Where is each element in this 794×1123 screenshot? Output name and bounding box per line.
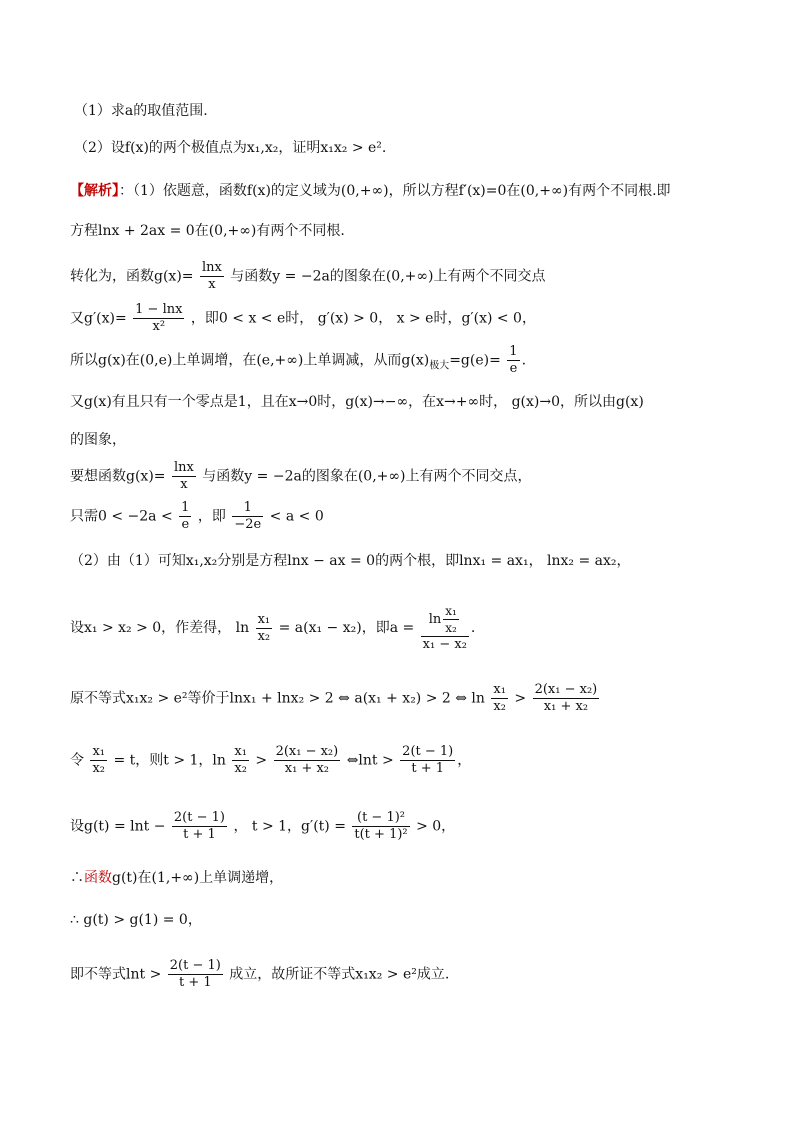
denominator: t + 1 [178,975,212,990]
fraction [232,500,263,533]
text: . [470,620,476,636]
denominator: x [180,477,188,492]
numerator: 2(t − 1) [402,744,454,759]
question-1: （1）求a的取值范围. [74,103,208,119]
fraction [491,682,508,715]
text: 原不等式x₁x₂ > e²等价于lnx₁ + lnx₂ > 2 ⇔ a(x₁ + x₂) > 2 ⇔ ln [70,690,485,707]
text: 与函数y = −2a的图象在(0,+∞)上有两个不同交点， [202,468,532,485]
denominator: t + 1 [411,761,445,776]
text: 令 [70,752,84,769]
denominator: x₂ [257,628,271,644]
text: 要想函数g(x)= [70,468,166,485]
text: =g(e)= [449,352,501,369]
denominator: e [181,517,190,532]
fraction [133,302,184,335]
numerator: x₁ [257,611,271,627]
denominator: e [509,361,518,376]
text: > [514,690,527,707]
numerator: x₁ [234,744,247,759]
highlight-text: 函数 [84,870,112,886]
denominator: x₂ [493,699,506,714]
solution-line-2: 方程lnx + 2ax = 0在(0,+∞)有两个不同根. [70,223,345,239]
denominator: x² [152,319,166,334]
denominator: x₂ [234,761,247,776]
text: ，即 [197,508,226,525]
fraction [400,744,455,777]
denominator: t(t + 1)² [354,827,408,842]
numerator: (t − 1)² [352,810,409,827]
solution-line-14 [70,810,455,843]
text: ∴ [70,870,84,886]
fraction [200,260,224,293]
fraction [507,344,519,377]
text: g(t)在(1,+∞)上单调递增， [112,870,284,886]
numerator: lnx [173,460,194,475]
text: ：（1）依题意，函数f(x)的定义域为(0,+∞)，所以方程f′(x)=0在(0,+∞)有两个不同根.即 [119,183,671,199]
subscript: 极大 [429,360,450,372]
denominator: t + 1 [183,827,216,842]
denominator: x₁ + x₂ [284,761,330,776]
fraction [172,460,196,493]
solution-line-13 [70,744,471,777]
fraction [443,603,459,636]
fraction [232,744,249,777]
text: 只需0 < −2a < [70,508,173,525]
fraction [168,958,223,991]
denominator: x [208,277,216,292]
numerator: 2(t − 1) [169,958,221,973]
text: ，即0 < x < e时， g′(x) > 0， x > e时，g′(x) < 0， [190,310,536,327]
numerator: 1 [509,344,518,359]
text: ⇔lnt > [346,752,394,769]
numerator: 2(x₁ − x₂) [534,682,598,697]
numerator: 2(t − 1) [173,810,225,825]
fraction [421,603,469,653]
numerator: x₁ [92,744,105,759]
solution-line-15 [70,869,283,887]
text: > [255,752,268,769]
text: 转化为，函数g(x)= [70,268,194,285]
solution-line-5 [70,344,526,377]
numerator: x₁ [493,682,506,697]
denominator: −2e [234,517,262,532]
denominator: x₂ [445,621,457,635]
solution-line-12 [70,682,601,715]
denominator: x₁ − x₂ [422,637,467,652]
numerator: x₁ [445,604,457,618]
denominator: x₂ [92,761,105,776]
text: 成立，故所证不等式x₁x₂ > e²成立. [229,966,450,983]
numerator: 1 − lnx [135,302,183,317]
fraction [274,744,341,777]
solution-line-7: 的图象， [70,432,126,448]
fraction [352,810,409,843]
numerator: 1 [181,500,190,515]
numerator [421,603,469,637]
text: < a < 0 [269,508,324,525]
fraction [256,612,273,645]
text: 与函数y = −2a的图象在(0,+∞)上有两个不同交点 [230,268,546,285]
fraction [179,500,191,533]
solution-line-1 [70,182,671,200]
numerator: lnx [201,260,222,275]
fraction [533,682,600,715]
text: = t，则t > 1，ln [113,752,226,769]
question-2: （2）设f(x)的两个极值点为x₁,x₂，证明x₁x₂ > e². [74,140,387,156]
solution-line-8 [70,460,532,493]
numerator: 1 [232,500,263,517]
analysis-label: 【解析】 [70,183,119,199]
fraction [90,744,107,777]
text: ln [428,612,442,627]
text: 所以g(x)在(0,e)上单调增，在(e,+∞)上单调减，从而g(x) [70,352,430,369]
text: ， [457,752,472,769]
solution-line-6: 又g(x)有且只有一个零点是1，且在x→0时，g(x)→−∞，在x→+∞时， g(x)→0，所以由g(x) [70,394,644,410]
text: = a(x₁ − x₂)，即a = [278,620,415,636]
text: 设g(t) = lnt − [70,818,166,835]
denominator: x₁ + x₂ [543,699,589,714]
text: 又g′(x)= [70,310,127,327]
text: . [521,352,527,369]
solution-line-11 [70,603,475,653]
text: > 0， [416,818,456,835]
solution-line-16: ∴ g(t) > g(1) = 0， [70,912,202,928]
text: 即不等式lnt > [70,966,162,983]
solution-line-10: （2）由（1）可知x₁,x₂分别是方程lnx − ax = 0的两个根，即lnx₁ = ax₁， lnx₂ = ax₂， [70,553,631,569]
text: ， t > 1，g′(t) = [233,818,346,835]
solution-line-9 [70,500,324,533]
solution-line-4 [70,302,536,335]
numerator: 2(x₁ − x₂) [275,744,339,759]
solution-line-3 [70,260,546,293]
fraction [172,810,227,843]
solution-line-17 [70,958,449,991]
text: 设x₁ > x₂ > 0，作差得， ln [70,620,250,636]
